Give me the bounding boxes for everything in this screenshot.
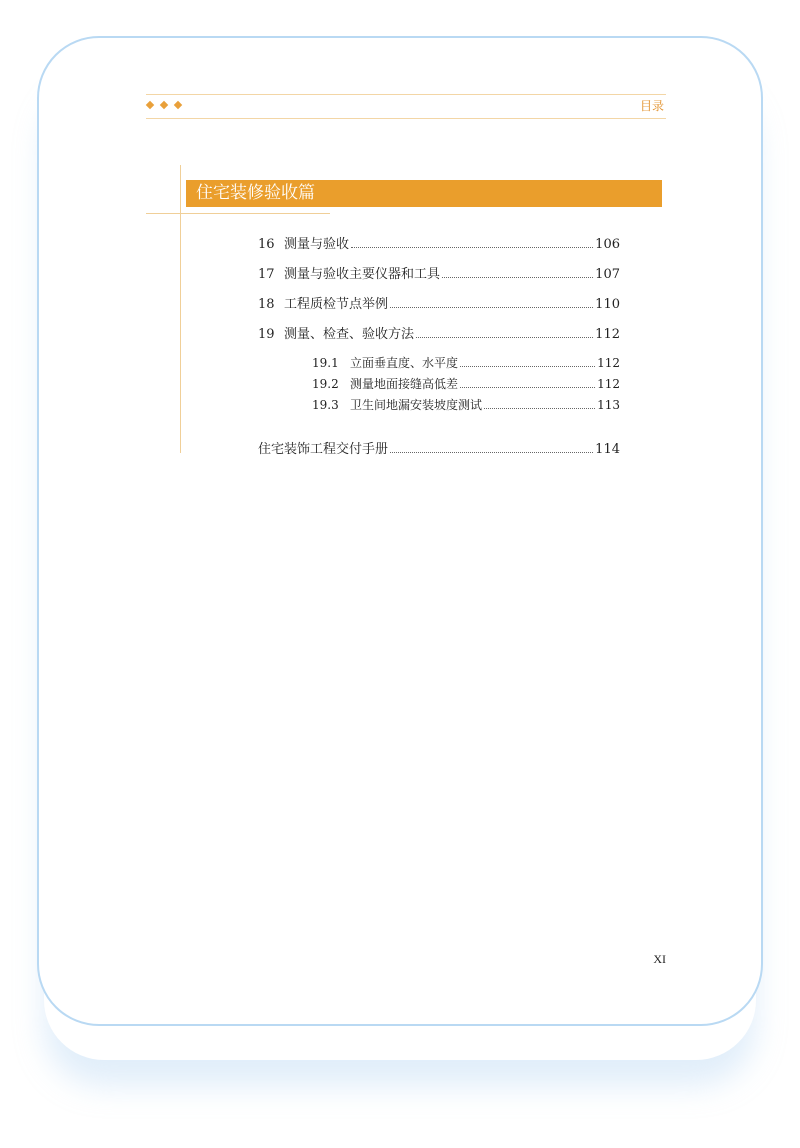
toc-subentry-title: 卫生间地漏安装坡度测试 [350,398,483,412]
toc-entry-number: 17 [258,267,275,282]
toc-appendix-entry[interactable] [258,438,620,457]
toc-entry[interactable] [258,323,620,342]
section-title: 住宅装修验收篇 [186,180,662,207]
toc-entry[interactable] [258,263,620,282]
toc-subentry-number: 19.1 [312,356,339,370]
page-number: XI [653,952,666,966]
leader-dots [416,337,593,338]
toc-entry-page: 112 [595,327,620,342]
toc-entry-title: 工程质检节点举例 [284,297,389,312]
toc-entry-title: 测量与验收主要仪器和工具 [284,267,441,282]
toc-subentry-page: 113 [597,398,620,412]
toc-entry-page: 106 [595,237,620,252]
header-ornament [146,100,182,110]
leader-dots [351,247,593,248]
header-rule-top [146,94,666,95]
diamond-icon [146,101,154,109]
toc-subentry[interactable] [312,396,620,413]
toc-entry-page: 107 [595,267,620,282]
toc-subentry[interactable] [312,354,620,371]
toc-subentry-number: 19.2 [312,377,339,391]
toc-subentry-page: 112 [597,377,620,391]
leader-dots [390,452,593,453]
toc-entry-page: 110 [595,297,620,312]
toc-entry-title: 测量与验收 [284,237,350,252]
decorative-vertical-rule [180,165,181,453]
toc-subentry[interactable] [312,375,620,392]
toc-subentry-page: 112 [597,356,620,370]
toc-entry-number: 19 [258,327,275,342]
toc-appendix-page: 114 [595,442,620,457]
diamond-icon [160,101,168,109]
leader-dots [484,408,595,409]
running-header-title: 目录 [639,99,664,113]
toc-entry-number: 16 [258,237,275,252]
toc-entry[interactable] [258,293,620,312]
leader-dots [460,366,595,367]
leader-dots [390,307,593,308]
diamond-icon [174,101,182,109]
toc-entry[interactable] [258,233,620,252]
toc-subentry-title: 立面垂直度、水平度 [350,356,459,370]
toc-entry-number: 18 [258,297,275,312]
toc-subentry-title: 测量地面接缝高低差 [350,377,459,391]
toc-subentry-number: 19.3 [312,398,339,412]
leader-dots [460,387,595,388]
header-rule-bottom [146,118,666,119]
leader-dots [442,277,593,278]
decorative-horizontal-rule [146,213,330,214]
toc-entry-title: 测量、检查、验收方法 [284,327,415,342]
toc-appendix-title: 住宅装饰工程交付手册 [258,442,389,457]
